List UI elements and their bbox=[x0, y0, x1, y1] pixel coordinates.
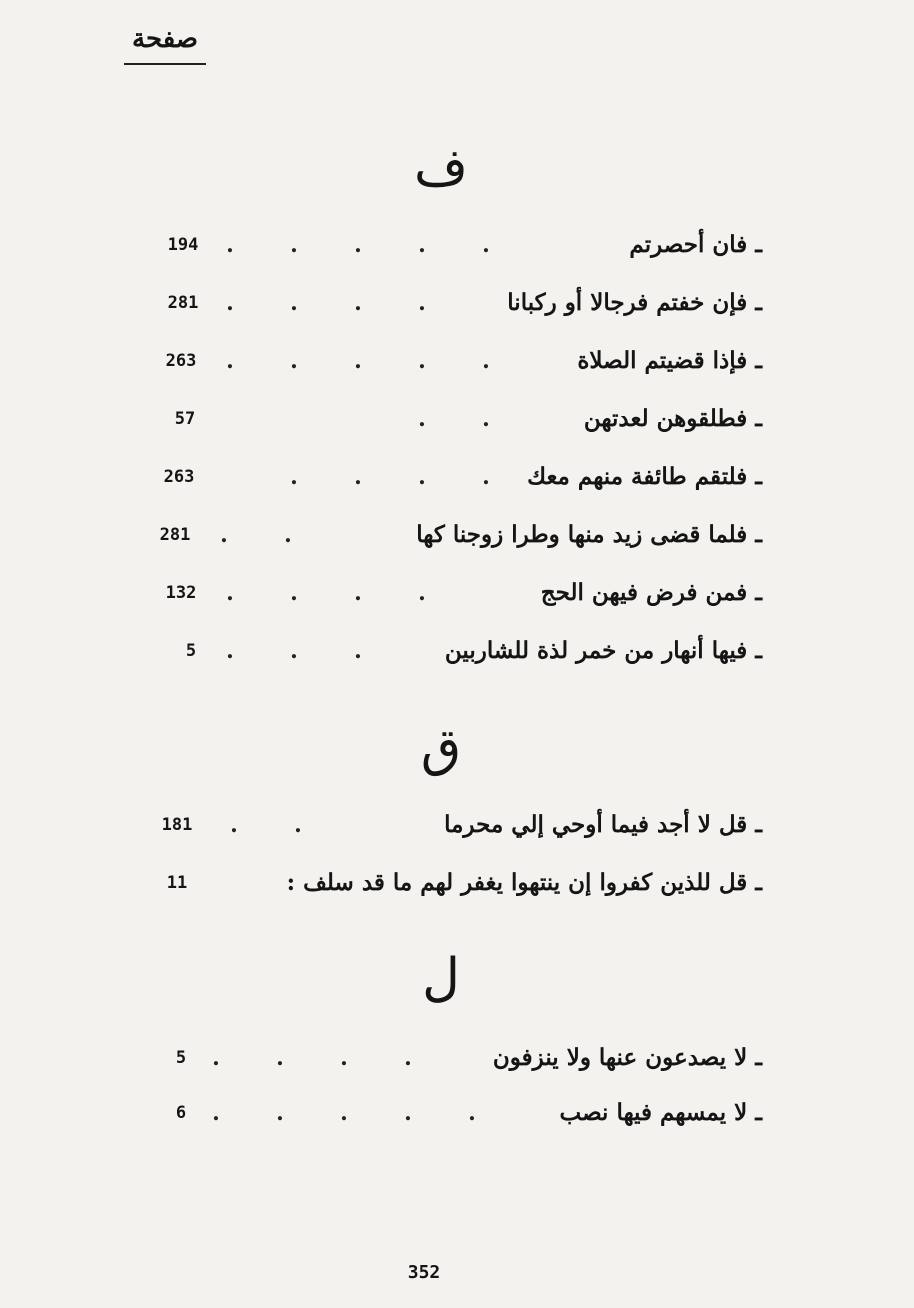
entry-page-number: 6 bbox=[175, 1103, 187, 1123]
section-letter-fa: ف bbox=[414, 138, 468, 198]
entry-page-number: 194 bbox=[167, 235, 199, 255]
entry-page-number: 263 bbox=[163, 467, 195, 487]
entry-page-number: 281 bbox=[159, 525, 191, 545]
index-entry bbox=[140, 573, 762, 613]
entry-page-number: 11 bbox=[166, 873, 188, 893]
index-entry bbox=[140, 631, 762, 671]
dot-leader: . . . . . bbox=[226, 232, 490, 258]
index-entry bbox=[140, 863, 762, 903]
entry-page-number: 5 bbox=[185, 641, 197, 661]
index-entry bbox=[140, 1038, 762, 1078]
entry-text: ـ لا يصدعون عنها ولا ينزفون bbox=[492, 1044, 762, 1071]
index-entry bbox=[140, 225, 762, 265]
index-entry bbox=[140, 457, 762, 497]
entry-text: ـ لا يمسهم فيها نصب bbox=[559, 1099, 762, 1126]
index-entry bbox=[140, 515, 762, 555]
entry-page-number: 132 bbox=[165, 583, 197, 603]
entry-text: ـ قل للذين كفروا إن ينتهوا يغفر لهم ما قد سلف : bbox=[286, 869, 762, 896]
entry-text: ـ فمن فرض فيهن الحج bbox=[540, 579, 762, 606]
index-entry bbox=[140, 283, 762, 323]
footer-page-number: 352 bbox=[407, 1262, 441, 1283]
header-underline bbox=[124, 63, 206, 65]
entry-text: ـ فان أحصرتم bbox=[629, 231, 762, 258]
dot-leader: . . . . bbox=[212, 1045, 412, 1071]
dot-leader: . . . . bbox=[226, 580, 426, 606]
dot-leader: . . bbox=[418, 406, 490, 432]
entry-page-number: 57 bbox=[174, 409, 196, 429]
entry-page-number: 281 bbox=[167, 293, 199, 313]
entry-page-number: 5 bbox=[175, 1048, 187, 1068]
index-entry bbox=[140, 399, 762, 439]
entry-text: ـ فإن خفتم فرجالا أو ركبانا bbox=[507, 289, 762, 316]
entry-text: ـ فطلقوهن لعدتهن bbox=[583, 405, 762, 432]
section-letter-lam: ل bbox=[422, 948, 460, 1008]
dot-leader: . . . bbox=[226, 638, 362, 664]
dot-leader: . . bbox=[230, 812, 302, 838]
entry-text: ـ فلما قضى زيد منها وطرا زوجنا كها bbox=[416, 521, 762, 548]
entry-text: ـ قل لا أجد فيما أوحي إلي محرما bbox=[444, 811, 762, 838]
index-entry bbox=[140, 341, 762, 381]
dot-leader: . . . . . bbox=[226, 348, 490, 374]
entry-page-number: 263 bbox=[165, 351, 197, 371]
dot-leader: . . bbox=[220, 522, 292, 548]
section-letter-qaf: ق bbox=[420, 718, 462, 778]
entry-text: ـ فيها أنهار من خمر لذة للشاربين bbox=[444, 637, 762, 664]
entry-text: ـ فإذا قضيتم الصلاة bbox=[577, 347, 762, 374]
dot-leader: . . . . bbox=[290, 464, 490, 490]
entry-page-number: 181 bbox=[161, 815, 193, 835]
index-entry bbox=[140, 1093, 762, 1133]
entry-text: ـ فلتقم طائفة منهم معك bbox=[527, 463, 762, 490]
page-header-label: صفحة bbox=[132, 24, 198, 54]
dot-leader: . . . . bbox=[226, 290, 426, 316]
index-entry bbox=[140, 805, 762, 845]
dot-leader: . . . . . bbox=[212, 1100, 476, 1126]
